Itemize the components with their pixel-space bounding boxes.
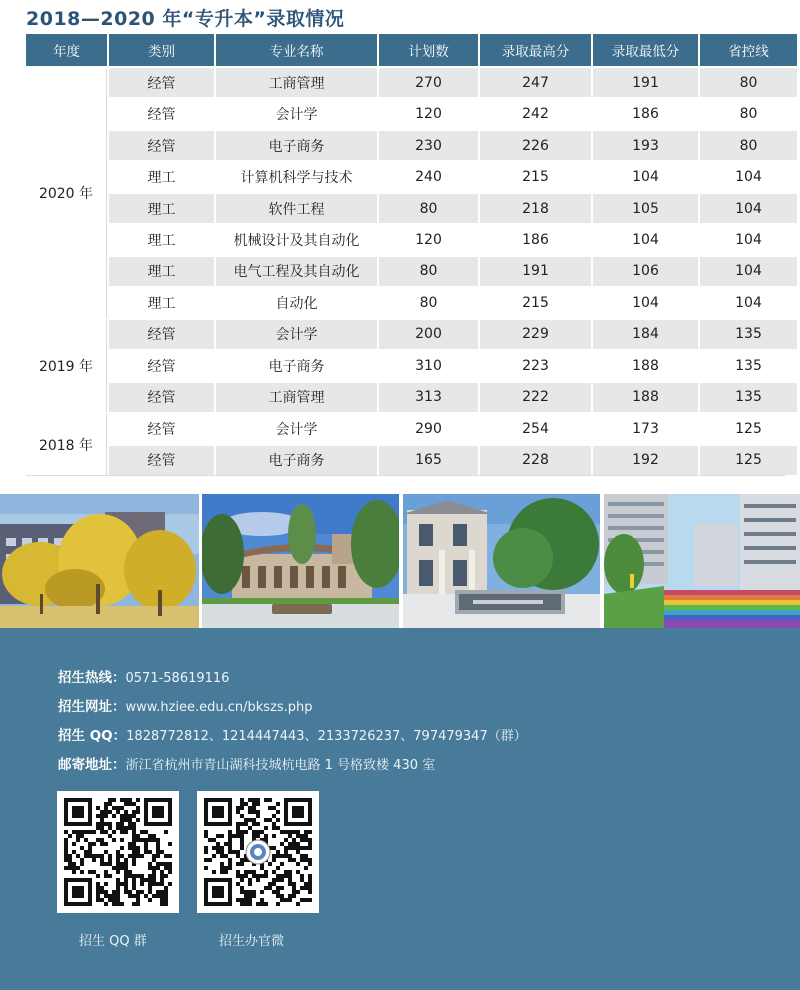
qq-label: 招生 QQ：	[58, 728, 127, 744]
cell-category: 理工	[109, 257, 214, 286]
campus-photo-ginkgo-building	[0, 494, 199, 628]
cell-major: 工商管理	[216, 68, 377, 97]
hotline-value: 0571-58619116	[125, 671, 230, 686]
cell-control-line: 80	[700, 99, 797, 128]
cell-major: 计算机科学与技术	[216, 162, 377, 191]
header-max-score: 录取最高分	[480, 34, 591, 66]
cell-major: 电气工程及其自动化	[216, 257, 377, 286]
cell-max-score: 215	[480, 162, 591, 191]
cell-major: 电子商务	[216, 446, 377, 475]
cell-category: 理工	[109, 194, 214, 223]
header-category: 类别	[109, 34, 214, 66]
header-major: 专业名称	[216, 34, 377, 66]
cell-major: 自动化	[216, 288, 377, 317]
cell-max-score: 254	[480, 414, 591, 443]
cell-control-line: 80	[700, 131, 797, 160]
cell-major: 会计学	[216, 320, 377, 349]
photo-icon	[604, 494, 800, 628]
cell-category: 经管	[109, 131, 214, 160]
admission-table	[26, 34, 785, 476]
cell-control-line: 80	[700, 68, 797, 97]
photo-icon	[0, 494, 199, 628]
cell-category: 理工	[109, 162, 214, 191]
campus-photo-strip	[0, 494, 800, 628]
cell-major: 机械设计及其自动化	[216, 225, 377, 254]
header-min-score: 录取最低分	[593, 34, 698, 66]
cell-max-score: 226	[480, 131, 591, 160]
cell-category: 理工	[109, 288, 214, 317]
cell-major: 工商管理	[216, 383, 377, 412]
cell-min-score: 104	[593, 288, 698, 317]
page-title: 2018—2020 年“专升本”录取情况	[26, 8, 345, 30]
cell-plan: 80	[379, 288, 478, 317]
cell-category: 经管	[109, 68, 214, 97]
cell-plan: 165	[379, 446, 478, 475]
cell-min-score: 193	[593, 131, 698, 160]
cell-max-score: 186	[480, 225, 591, 254]
cell-min-score: 188	[593, 351, 698, 380]
cell-major: 电子商务	[216, 351, 377, 380]
cell-plan: 240	[379, 162, 478, 191]
cell-plan: 230	[379, 131, 478, 160]
cell-control-line: 104	[700, 162, 797, 191]
cell-control-line: 104	[700, 288, 797, 317]
cell-category: 经管	[109, 320, 214, 349]
cell-plan: 310	[379, 351, 478, 380]
cell-control-line: 135	[700, 351, 797, 380]
cell-control-line: 125	[700, 446, 797, 475]
cell-max-score: 222	[480, 383, 591, 412]
cell-max-score: 229	[480, 320, 591, 349]
website-row	[58, 693, 527, 722]
address-label: 邮寄地址：	[58, 757, 126, 773]
cell-category: 经管	[109, 446, 214, 475]
cell-control-line: 104	[700, 194, 797, 223]
campus-photo-round-hall	[202, 494, 399, 628]
cell-category: 经管	[109, 414, 214, 443]
wechat-official-qr-code	[197, 791, 319, 913]
hotline-label: 招生热线：	[58, 670, 126, 686]
cell-control-line: 104	[700, 225, 797, 254]
header-year: 年度	[26, 34, 107, 66]
cell-max-score: 242	[480, 99, 591, 128]
wechat-qr-caption: 招生办官微	[219, 934, 285, 949]
cell-control-line: 135	[700, 383, 797, 412]
cell-min-score: 186	[593, 99, 698, 128]
cell-major: 软件工程	[216, 194, 377, 223]
cell-plan: 120	[379, 99, 478, 128]
cell-major: 会计学	[216, 99, 377, 128]
website-label: 招生网址：	[58, 699, 126, 715]
cell-max-score: 215	[480, 288, 591, 317]
cell-min-score: 104	[593, 162, 698, 191]
cell-min-score: 105	[593, 194, 698, 223]
hotline-row	[58, 664, 527, 693]
cell-plan: 80	[379, 257, 478, 286]
admission-table-grid	[26, 34, 785, 476]
cell-max-score: 223	[480, 351, 591, 380]
contact-info	[58, 664, 527, 780]
cell-max-score: 247	[480, 68, 591, 97]
qr-code-icon	[204, 798, 312, 906]
cell-min-score: 188	[593, 383, 698, 412]
cell-category: 经管	[109, 351, 214, 380]
cell-category: 理工	[109, 225, 214, 254]
address-value: 浙江省杭州市青山湖科技城杭电路 1 号格致楼 430 室	[125, 758, 436, 773]
cell-major: 会计学	[216, 414, 377, 443]
qr-code-icon	[64, 798, 172, 906]
cell-control-line: 135	[700, 320, 797, 349]
campus-photo-gate-building	[403, 494, 600, 628]
address-row	[58, 751, 527, 780]
cell-min-score: 192	[593, 446, 698, 475]
qq-value: 1828772812、1214447443、2133726237、797479347（群）	[126, 729, 527, 744]
cell-min-score: 106	[593, 257, 698, 286]
cell-max-score: 218	[480, 194, 591, 223]
qq-group-qr-caption: 招生 QQ 群	[79, 934, 147, 949]
cell-major: 电子商务	[216, 131, 377, 160]
cell-min-score: 104	[593, 225, 698, 254]
cell-max-score: 228	[480, 446, 591, 475]
cell-control-line: 125	[700, 414, 797, 443]
header-control-line: 省控线	[700, 34, 797, 66]
cell-min-score: 191	[593, 68, 698, 97]
cell-plan: 290	[379, 414, 478, 443]
cell-plan: 200	[379, 320, 478, 349]
cell-category: 经管	[109, 99, 214, 128]
cell-category: 经管	[109, 383, 214, 412]
photo-icon	[202, 494, 399, 628]
photo-icon	[403, 494, 600, 628]
cell-control-line: 104	[700, 257, 797, 286]
qq-group-qr-code	[57, 791, 179, 913]
qq-row	[58, 722, 527, 751]
campus-photo-rainbow-stairs	[604, 494, 800, 628]
cell-max-score: 191	[480, 257, 591, 286]
cell-plan: 313	[379, 383, 478, 412]
cell-plan: 80	[379, 194, 478, 223]
cell-min-score: 184	[593, 320, 698, 349]
website-link[interactable]: www.hziee.edu.cn/bkszs.php	[125, 700, 313, 715]
contact-footer	[0, 628, 800, 990]
year-cell: 2020 年	[26, 68, 107, 318]
header-plan: 计划数	[379, 34, 478, 66]
year-cell: 2019 年	[26, 320, 107, 412]
cell-min-score: 173	[593, 414, 698, 443]
cell-plan: 270	[379, 68, 478, 97]
cell-plan: 120	[379, 225, 478, 254]
year-cell: 2018 年	[26, 414, 107, 475]
